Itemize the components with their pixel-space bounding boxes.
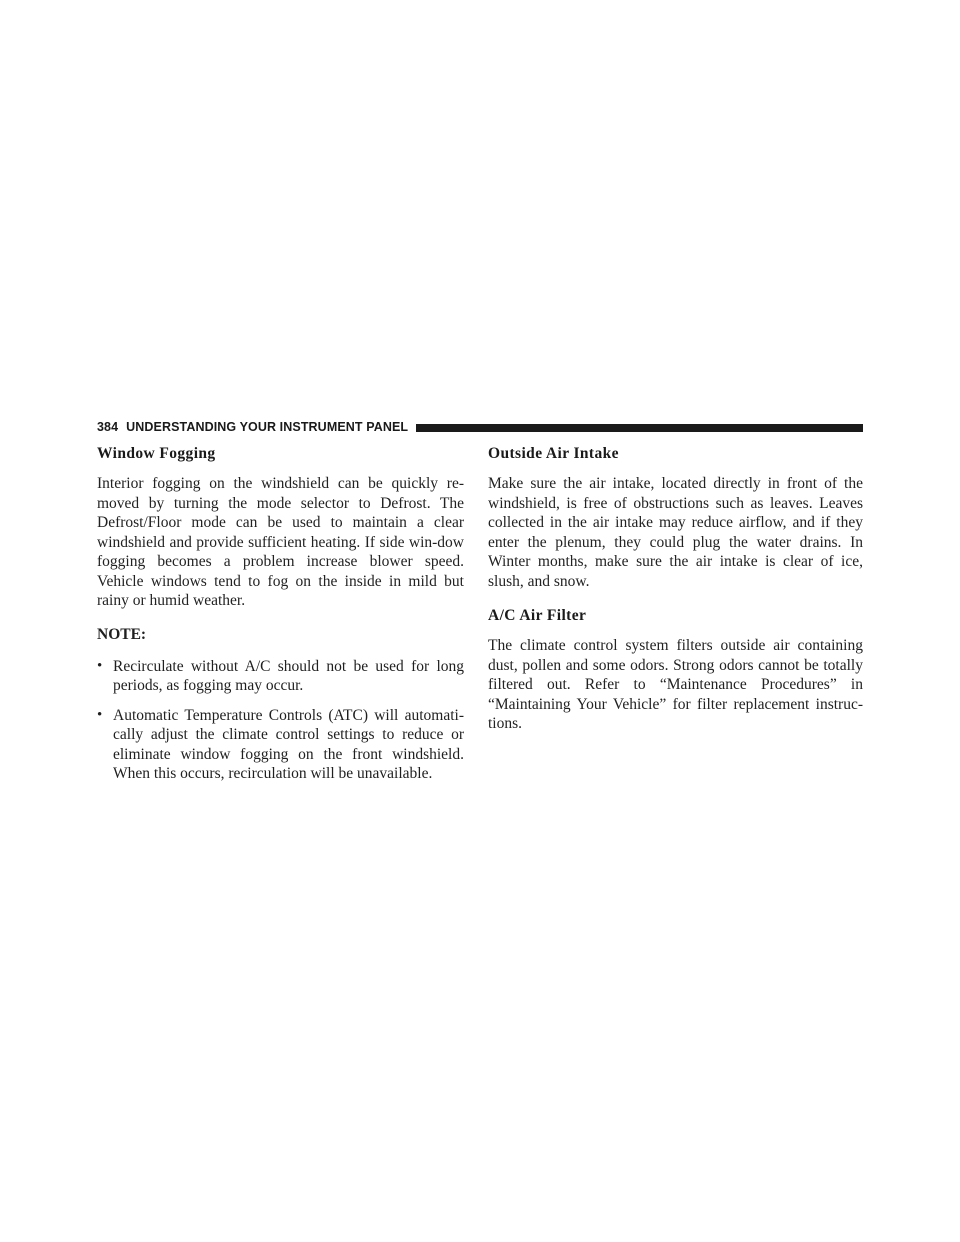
section-title: UNDERSTANDING YOUR INSTRUMENT PANEL (126, 420, 409, 434)
note-label: NOTE: (97, 625, 147, 643)
bullet-icon: • (97, 657, 103, 674)
ac-air-filter-paragraph: The climate control system filters outside air containing dust, pollen and some odors. Strong odors cannot be totally filtered out. Refer to “Maintenance Procedures” in “Maintaining Your Vehicle” for filter replacement instruc-tions. (488, 637, 863, 732)
left-column (97, 444, 464, 784)
window-fogging-paragraph: Interior fogging on the windshield can be quickly re-moved by turning the mode selector to Defrost. The Defrost/Floor mode can be used to maintain a clear windshield and provide sufficient heating. If side win-dow fogging becomes a problem increase blower speed. Vehicle windows tend to fog on the inside in mild but rainy or humid weather. (97, 475, 464, 609)
running-header (97, 419, 863, 435)
bullet-text: Automatic Temperature Controls (ATC) will automati-cally adjust the climate control settings to reduce or eliminate window fogging on the front windshield. When this occurs, recirculation will be unavailable. (113, 706, 464, 782)
note-bullet-list (97, 657, 464, 784)
window-fogging-heading: Window Fogging (97, 445, 216, 462)
outside-air-intake-paragraph: Make sure the air intake, located directly in front of the windshield, is free of obstructions such as leaves. Leaves collected in the air intake may reduce airflow, and if they enter the plenum, they could plug the water drains. In Winter months, make sure the air intake is clear of ice, slush, and snow. (488, 475, 863, 590)
list-item (97, 706, 464, 784)
bullet-text: Recirculate without A/C should not be used for long periods, as fogging may occur. (113, 657, 464, 694)
outside-air-intake-heading: Outside Air Intake (488, 445, 619, 462)
header-rule (416, 424, 863, 432)
right-column (488, 444, 863, 734)
bullet-icon: • (97, 706, 103, 723)
ac-air-filter-heading: A/C Air Filter (488, 607, 587, 624)
page-number: 384 (97, 420, 119, 434)
list-item (97, 657, 464, 696)
